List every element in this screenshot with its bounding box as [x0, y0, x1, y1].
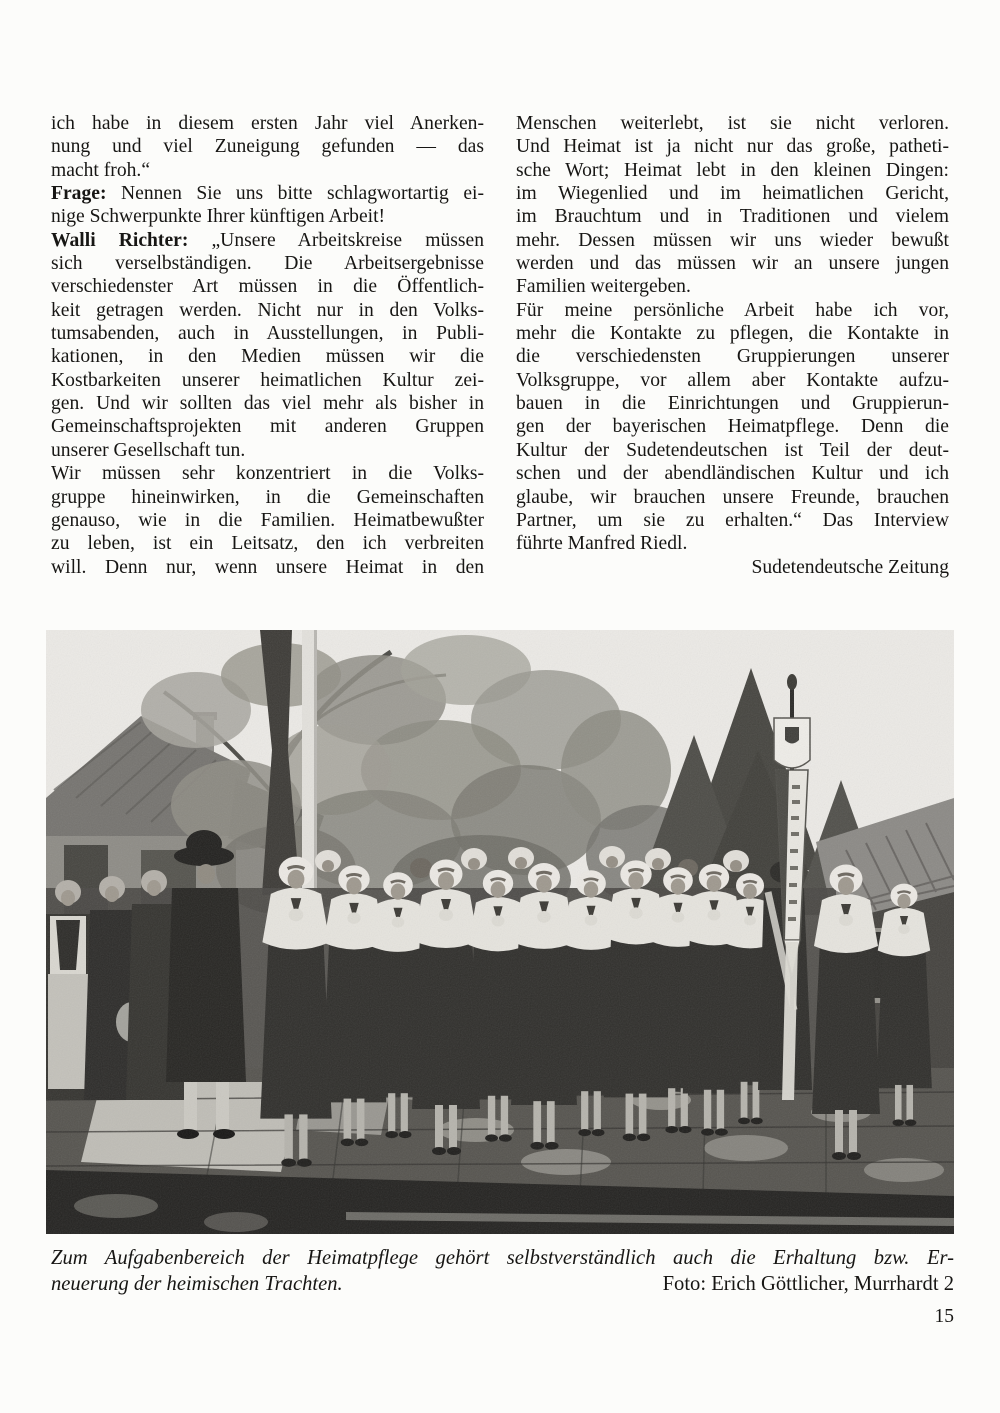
text-line: führte Manfred Riedl. [516, 533, 688, 555]
text-line: gen der bayerischen Heimatpflege. Denn die [516, 416, 949, 438]
text-line: mehr die Kontakte zu pflegen, die Kontakte in [516, 323, 949, 345]
text-line: Und Heimat ist ja nicht nur das große, patheti- [516, 136, 949, 158]
text-line: Sudetendeutsche Zeitung [751, 556, 949, 578]
text-line: Gemeinschaftsprojekten mit anderen Gruppen [51, 416, 484, 438]
text-line: nung und viel Zuneigung gefunden — das [51, 136, 484, 158]
text-line: Menschen weiterlebt, ist sie nicht verloren. [516, 113, 949, 134]
text-line: sich verselbständigen. Die Arbeitsergebnisse [51, 253, 484, 275]
text-line: gen. Und wir sollten das viel mehr als bisher in [51, 393, 484, 415]
caption-line-1: Zum Aufgabenbereich der Heimatpflege gehört selbstverständlich auch die Erhaltung bzw. Er- [51, 1247, 954, 1269]
text-line: will. Denn nur, wenn unsere Heimat in den [51, 556, 484, 578]
text-line: die verschiedensten Gruppierungen unserer [516, 346, 949, 368]
text-line: Familien weitergeben. [516, 276, 691, 298]
text-line: tumsabenden, auch in Ausstellungen, in Publi- [51, 323, 484, 345]
text-line: Kostbarkeiten unserer heimatlichen Kultur zei- [51, 369, 484, 391]
text-line: im Wiegenlied und im heimatlichen Gericht, [516, 183, 949, 205]
text-line: Wir müssen sehr konzentriert in die Volks- [51, 463, 484, 485]
text-line: glaube, wir brauchen unsere Freunde, brauchen [516, 486, 949, 508]
photo-credit: Foto: Erich Göttlicher, Murrhardt 2 [662, 1272, 954, 1295]
text-line: Kultur der Sudetendeutschen ist Teil der deut- [516, 439, 949, 461]
article-column-right [516, 112, 949, 579]
text-line: werden und das müssen wir an unsere jungen [516, 253, 949, 275]
text-line: bauen in die Einrichtungen und Gruppierun- [516, 393, 949, 415]
photo-grain [46, 630, 954, 1234]
text-line: schen und der abendländischen Kultur und ich [516, 463, 949, 485]
text-line: gruppe hineinwirken, in die Gemeinschaften [51, 486, 484, 508]
article-column-left [51, 112, 484, 579]
text-line: ich habe in diesem ersten Jahr viel Anerken- [51, 113, 484, 134]
page-number: 15 [934, 1306, 954, 1327]
text-line: Volksgruppe, vor allem aber Kontakte aufzu- [516, 369, 949, 391]
caption-line-2 [51, 1272, 954, 1298]
photograph [46, 630, 954, 1234]
text-line: kationen, in den Medien müssen wir die [51, 346, 484, 368]
text-line: verschiedenster Art müssen in die Öffentlich- [51, 276, 484, 298]
text-line: Partner, um sie zu erhalten.“ Das Interview [516, 509, 949, 531]
caption-line-2-text: neuerung der heimischen Trachten. [51, 1272, 343, 1295]
text-line: Für meine persönliche Arbeit habe ich vor, [516, 299, 949, 321]
text-line: unserer Gesellschaft tun. [51, 439, 246, 461]
photo-illustration [46, 630, 954, 1234]
text-line: sche Wort; Heimat lebt in den kleinen Dingen: [516, 159, 949, 181]
text-line: Walli Richter: „Unsere Arbeitskreise müssen [51, 229, 485, 251]
text-line: genauso, wie in die Familien. Heimatbewußter [51, 509, 484, 531]
text-line: Frage: Nennen Sie uns bitte schlagwortartig ei- [51, 183, 484, 205]
photo-caption [51, 1246, 954, 1297]
text-line: keit getragen werden. Nicht nur in den Volks- [51, 299, 484, 321]
text-line: macht froh.“ [51, 159, 151, 181]
text-line: im Brauchtum und in Traditionen und vielem [516, 206, 949, 228]
text-line: zu leben, ist ein Leitsatz, den ich verbreiten [51, 533, 484, 555]
text-line: mehr. Dessen müssen wir uns wieder bewußt [516, 229, 949, 251]
text-line: nige Schwerpunkte Ihrer künftigen Arbeit! [51, 206, 386, 228]
